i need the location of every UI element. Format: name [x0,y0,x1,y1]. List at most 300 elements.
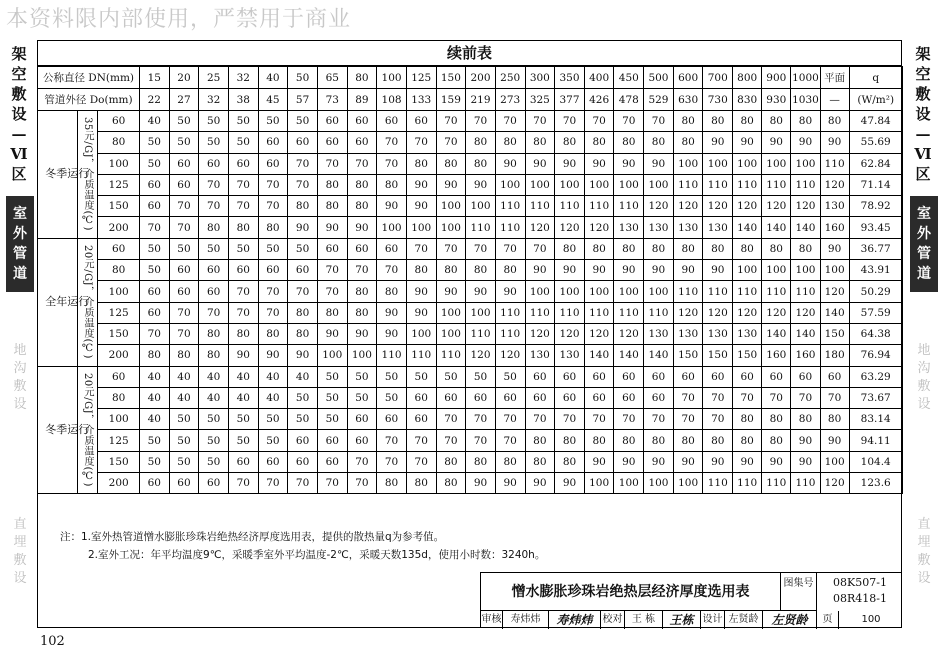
thickness-value: 110 [406,345,436,366]
side-tab-left-char: 外 [13,226,27,242]
thickness-value: 80 [762,409,791,430]
thickness-value: 80 [703,430,733,451]
header-dn-cell: 平面 [820,67,849,89]
thickness-value: 50 [169,451,199,472]
header-do-cell: 930 [762,89,791,111]
thickness-value: 80 [406,473,436,494]
thickness-value: 120 [703,196,733,217]
atlas-label: 图集号 [781,573,817,611]
header-dn-cell: 400 [584,67,614,89]
side-right-char: Ⅵ [914,145,932,163]
thickness-value: 100 [317,345,347,366]
thickness-value: 120 [584,217,614,238]
thickness-value: 60 [525,387,555,408]
thickness-value: 120 [673,302,703,323]
thickness-value: 50 [139,132,169,153]
header-do-cell: 57 [288,89,318,111]
thickness-value: 70 [584,111,614,132]
table-row [38,366,903,387]
thickness-value: 90 [614,451,644,472]
thickness-value: 70 [377,260,407,281]
thickness-value: 110 [703,473,733,494]
thickness-value: 50 [317,366,347,387]
thickness-value: 100 [466,196,496,217]
thickness-value: 70 [614,409,644,430]
side-left-char: Ⅵ [10,145,28,163]
thickness-value: 60 [258,132,288,153]
table-row [38,111,903,132]
thickness-value: 80 [733,409,762,430]
thickness-value: 70 [258,302,288,323]
thickness-value: 130 [820,196,849,217]
header-dn-label: 公称直径 DN(mm) [38,67,140,89]
table-row [38,281,903,302]
thickness-value: 100 [525,281,555,302]
header-do-cell: (W/m²) [849,89,902,111]
review-label: 审核 [481,611,503,629]
thickness-value: 90 [377,302,407,323]
thickness-value: 60 [377,111,407,132]
thickness-value: 110 [673,281,703,302]
thickness-value: 50 [377,387,407,408]
reviewer-name: 寿炜炜 [503,611,549,629]
thickness-value: 40 [258,366,288,387]
heat-loss-value: 36.77 [849,238,902,259]
side-right-char: 区 [915,165,931,183]
thickness-value: 50 [169,238,199,259]
thickness-value: 100 [762,153,791,174]
thickness-value: 80 [199,217,229,238]
heat-loss-value: 47.84 [849,111,902,132]
thickness-value: 90 [791,430,820,451]
thickness-value: 80 [584,132,614,153]
thickness-value: 60 [762,366,791,387]
thickness-value: 90 [495,153,525,174]
side-left-char: 架 [11,45,27,63]
thickness-value: 120 [733,196,762,217]
thickness-value: 60 [347,111,377,132]
side-label-left [6,44,32,184]
thickness-value: 60 [406,387,436,408]
thickness-value: 70 [139,323,169,344]
thickness-value: 60 [820,366,849,387]
thickness-value: 90 [584,153,614,174]
heat-loss-value: 62.84 [849,153,902,174]
side-faded-left-2-char: 埋 [13,535,27,550]
header-dn-cell: 125 [406,67,436,89]
atlas-number-1: 08K507-1 [833,576,887,589]
side-right-char: 架 [915,45,931,63]
thickness-value: 110 [762,174,791,195]
header-do-cell: 426 [584,89,614,111]
thickness-value: 80 [791,111,820,132]
thickness-value: 60 [673,366,703,387]
thickness-value: 100 [644,174,674,195]
thickness-value: 110 [584,302,614,323]
thickness-value: 50 [258,409,288,430]
thickness-value: 40 [288,366,318,387]
thickness-value: 110 [525,196,555,217]
thickness-value: 80 [584,238,614,259]
thickness-value: 120 [584,323,614,344]
thickness-value: 120 [673,196,703,217]
thickness-value: 70 [495,409,525,430]
thickness-value: 50 [228,111,258,132]
medium-temperature: 100 [98,409,140,430]
thickness-value: 100 [555,174,585,195]
thickness-value: 70 [406,430,436,451]
thickness-value: 100 [436,323,466,344]
thickness-value: 60 [139,473,169,494]
thickness-value: 80 [495,260,525,281]
thickness-value: 40 [228,387,258,408]
thickness-value: 70 [377,430,407,451]
thickness-value: 80 [288,302,318,323]
thickness-value: 100 [673,153,703,174]
thickness-value: 70 [288,174,318,195]
thickness-value: 80 [139,345,169,366]
thickness-value: 110 [436,345,466,366]
page-label: 页 [817,611,839,629]
table-row [38,473,903,494]
header-do-cell: 73 [317,89,347,111]
thickness-value: 80 [377,473,407,494]
side-label-right [910,44,936,184]
thickness-value: 70 [791,387,820,408]
thickness-value: 60 [258,451,288,472]
side-faded-right-1 [910,342,938,414]
medium-temperature: 150 [98,323,140,344]
thickness-value: 180 [820,345,849,366]
watermark-text: 本资料限内部使用，严禁用于商业 [6,7,352,32]
thickness-value: 90 [555,153,585,174]
thickness-value: 70 [258,473,288,494]
thickness-value: 120 [791,302,820,323]
thickness-value: 90 [525,153,555,174]
thickness-value: 140 [644,345,674,366]
header-do-cell: 529 [644,89,674,111]
thickness-value: 120 [791,196,820,217]
thickness-value: 80 [762,430,791,451]
heat-loss-value: 63.29 [849,366,902,387]
thickness-value: 70 [495,238,525,259]
thickness-value: 80 [525,430,555,451]
side-faded-right-2-char: 直 [917,517,931,532]
header-do-label: 管道外径 Do(mm) [38,89,140,111]
thickness-table [37,66,903,494]
header-do-cell: 273 [495,89,525,111]
thickness-value: 80 [288,323,318,344]
thickness-value: 100 [584,281,614,302]
thickness-value: 50 [258,430,288,451]
thickness-value: 110 [466,217,496,238]
side-faded-left-2-char: 直 [13,517,27,532]
table-row [38,132,903,153]
thickness-value: 80 [555,238,585,259]
medium-temperature: 100 [98,281,140,302]
side-left-char: 空 [11,65,27,83]
check-label: 校对 [601,611,625,629]
thickness-value: 70 [673,409,703,430]
thickness-value: 110 [733,281,762,302]
thickness-value: 130 [525,345,555,366]
side-faded-left-1-char: 敷 [13,379,27,394]
designer-signature: 左贤龄 [763,611,817,629]
thickness-value: 60 [199,281,229,302]
thickness-value: 70 [258,174,288,195]
medium-temperature: 60 [98,366,140,387]
side-tab-right-char: 道 [917,266,931,282]
thickness-value: 80 [525,451,555,472]
medium-temperature: 125 [98,430,140,451]
thickness-value: 90 [644,451,674,472]
thickness-value: 80 [466,260,496,281]
thickness-value: 80 [555,430,585,451]
thickness-value: 90 [614,153,644,174]
thickness-value: 70 [199,174,229,195]
header-dn-cell: 15 [139,67,169,89]
thickness-value: 50 [169,430,199,451]
thickness-value: 70 [317,260,347,281]
heat-loss-value: 93.45 [849,217,902,238]
condition-label: 20元/GJ，介质温度(℃) [77,238,98,366]
header-do-cell: 133 [406,89,436,111]
thickness-value: 60 [584,366,614,387]
side-faded-right-2-char: 设 [917,571,931,586]
heat-loss-value: 76.94 [849,345,902,366]
thickness-value: 110 [495,302,525,323]
thickness-value: 50 [288,238,318,259]
thickness-value: 110 [614,302,644,323]
thickness-value: 140 [762,323,791,344]
heat-loss-value: 94.11 [849,430,902,451]
heat-loss-value: 73.67 [849,387,902,408]
thickness-value: 140 [614,345,644,366]
reviewer-signature: 寿炜炜 [549,611,601,629]
side-faded-right-1-char: 设 [917,397,931,412]
header-dn-cell: 800 [733,67,762,89]
thickness-value: 80 [791,409,820,430]
table-row [38,409,903,430]
header-do-cell: 38 [228,89,258,111]
thickness-value: 90 [436,281,466,302]
thickness-value: 60 [288,451,318,472]
thickness-value: 50 [258,238,288,259]
thickness-value: 120 [762,302,791,323]
side-left-char: — [11,125,27,143]
table-title: 续前表 [37,40,902,66]
thickness-value: 60 [288,260,318,281]
title-block [480,572,902,628]
thickness-value: 80 [555,451,585,472]
thickness-value: 80 [673,238,703,259]
header-dn-cell: 450 [614,67,644,89]
thickness-value: 90 [347,217,377,238]
thickness-value: 70 [258,196,288,217]
thickness-value: 60 [791,366,820,387]
header-do-cell: 325 [525,89,555,111]
heat-loss-value: 71.14 [849,174,902,195]
thickness-value: 50 [169,409,199,430]
thickness-value: 140 [791,217,820,238]
thickness-value: 90 [406,302,436,323]
medium-temperature: 80 [98,387,140,408]
table-row [38,174,903,195]
medium-temperature: 150 [98,451,140,472]
thickness-value: 60 [317,238,347,259]
thickness-value: 80 [317,196,347,217]
thickness-value: 70 [406,132,436,153]
table-row [38,430,903,451]
thickness-value: 60 [733,366,762,387]
thickness-value: 100 [820,260,849,281]
thickness-value: 80 [733,238,762,259]
thickness-value: 90 [288,217,318,238]
thickness-value: 60 [495,387,525,408]
thickness-value: 60 [317,111,347,132]
thickness-value: 140 [820,302,849,323]
thickness-value: 70 [466,111,496,132]
thickness-value: 90 [584,451,614,472]
thickness-value: 70 [466,238,496,259]
header-do-cell: 45 [258,89,288,111]
medium-temperature: 200 [98,217,140,238]
thickness-value: 70 [169,302,199,323]
thickness-value: 130 [703,217,733,238]
thickness-value: 90 [555,260,585,281]
table-row [38,345,903,366]
header-dn-cell: 600 [673,67,703,89]
thickness-value: 120 [644,196,674,217]
side-tab-right-char: 管 [917,246,931,262]
thickness-value: 60 [228,451,258,472]
thickness-value: 60 [169,281,199,302]
thickness-value: 70 [614,111,644,132]
header-dn-cell: 300 [525,67,555,89]
thickness-value: 80 [614,132,644,153]
thickness-value: 80 [228,217,258,238]
thickness-value: 80 [614,430,644,451]
thickness-value: 110 [762,473,791,494]
side-right-char: 空 [915,65,931,83]
season-label: 冬季运行 [45,167,90,181]
side-faded-left-2-char: 敷 [13,553,27,568]
thickness-value: 70 [317,473,347,494]
header-do-cell: 159 [436,89,466,111]
thickness-value: 80 [258,217,288,238]
thickness-value: 90 [820,430,849,451]
thickness-value: 90 [673,451,703,472]
thickness-value: 50 [228,132,258,153]
heat-loss-value: 57.59 [849,302,902,323]
side-right-char: 敷 [915,85,931,103]
thickness-value: 70 [703,387,733,408]
thickness-value: 110 [791,473,820,494]
side-left-char: 设 [11,105,27,123]
thickness-value: 70 [762,387,791,408]
thickness-value: 120 [820,473,849,494]
header-do-cell: 830 [733,89,762,111]
thickness-value: 60 [199,260,229,281]
thickness-value: 90 [791,451,820,472]
thickness-value: 120 [555,217,585,238]
thickness-value: 110 [820,153,849,174]
thickness-value: 130 [644,323,674,344]
thickness-value: 80 [199,323,229,344]
thickness-value: 90 [317,217,347,238]
thickness-value: 110 [495,323,525,344]
thickness-value: 60 [614,387,644,408]
thickness-value: 40 [169,366,199,387]
side-tab-left-char: 室 [13,206,27,222]
header-do-cell: 27 [169,89,199,111]
thickness-value: 110 [703,174,733,195]
thickness-value: 60 [614,366,644,387]
thickness-value: 80 [347,281,377,302]
thickness-value: 130 [733,323,762,344]
header-dn-row [38,67,903,89]
thickness-value: 140 [791,323,820,344]
thickness-value: 90 [495,473,525,494]
season-label: 冬季运行 [45,422,90,436]
thickness-value: 60 [347,238,377,259]
thickness-value: 50 [317,387,347,408]
thickness-value: 90 [347,323,377,344]
thickness-value: 70 [228,302,258,323]
heat-loss-value: 78.92 [849,196,902,217]
thickness-value: 90 [525,473,555,494]
thickness-value: 80 [673,430,703,451]
heat-loss-value: 50.29 [849,281,902,302]
thickness-value: 80 [614,238,644,259]
thickness-value: 50 [466,366,496,387]
thickness-value: 80 [347,196,377,217]
note-1: 注：1.室外热管道憎水膨胀珍珠岩绝热经济厚度选用表，提供的散热量q为参考值。 [60,531,445,543]
notes [60,528,545,564]
thickness-value: 70 [347,260,377,281]
thickness-value: 80 [703,111,733,132]
header-do-cell: 730 [703,89,733,111]
thickness-value: 130 [644,217,674,238]
thickness-value: 90 [466,281,496,302]
thickness-value: 100 [555,281,585,302]
thickness-value: 70 [139,217,169,238]
thickness-value: 40 [169,387,199,408]
thickness-value: 60 [139,281,169,302]
side-faded-right-1-char: 地 [917,343,931,358]
thickness-value: 70 [406,451,436,472]
thickness-value: 120 [495,345,525,366]
thickness-value: 60 [584,387,614,408]
header-dn-cell: 500 [644,67,674,89]
thickness-value: 120 [733,302,762,323]
thickness-value: 50 [228,238,258,259]
thickness-value: 100 [436,302,466,323]
thickness-value: 80 [406,260,436,281]
side-faded-right-1-char: 敷 [917,379,931,394]
thickness-value: 50 [199,238,229,259]
header-do-cell: 377 [555,89,585,111]
thickness-value: 70 [199,196,229,217]
thickness-value: 90 [733,451,762,472]
header-do-cell: 22 [139,89,169,111]
thickness-value: 110 [555,302,585,323]
sheet-page: 100 [861,614,881,625]
thickness-value: 90 [703,260,733,281]
thickness-value: 70 [436,430,466,451]
thickness-value: 40 [139,409,169,430]
thickness-value: 90 [703,451,733,472]
